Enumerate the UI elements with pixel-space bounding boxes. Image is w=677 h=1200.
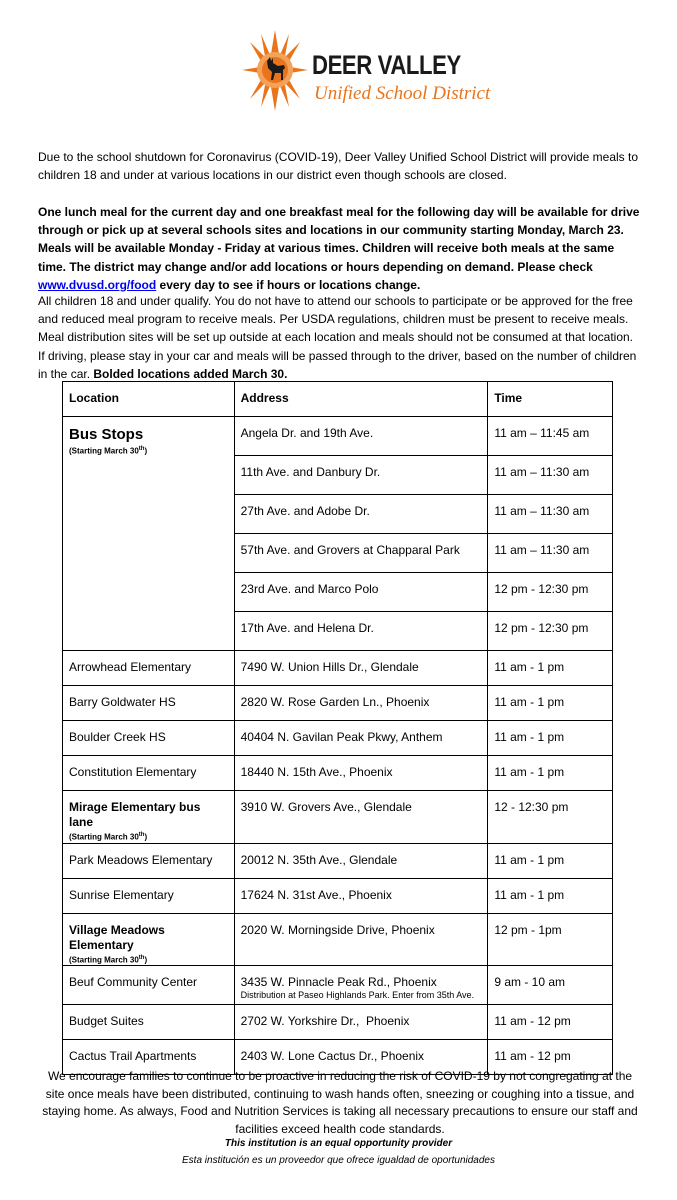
- time-cell: 11 am - 1 pm: [488, 878, 613, 913]
- table-row: [63, 756, 613, 791]
- time-cell: 11 am – 11:30 am: [488, 456, 613, 495]
- address-text: 3435 W. Pinnacle Peak Rd., Phoenix: [240, 975, 437, 990]
- location-cell: Beuf Community Center: [63, 966, 235, 1005]
- address-cell: 3910 W. Grovers Ave., Glendale: [234, 791, 488, 844]
- table-row: [63, 791, 613, 844]
- eligibility-text: All children 18 and under qualify. You do not have to attend our schools to participate or be approved for the free and reduced meal program to receive meals. Per USDA regulations, children must be present to receive meals. Meal distribution sites will be set up outside at each location and meals should not be consumed at that location. If driving, please stay in your car and meals will be passed through to the driver, based on the number of children in the car.: [38, 294, 637, 381]
- address-cell: 2403 W. Lone Cactus Dr., Phoenix: [234, 1040, 488, 1075]
- address-cell: 27th Ave. and Adobe Dr.: [234, 495, 488, 534]
- location-name: Mirage Elementary bus lane: [69, 800, 201, 829]
- time-cell: 12 pm - 1pm: [488, 913, 613, 966]
- address-cell: 18440 N. 15th Ave., Phoenix: [234, 756, 488, 791]
- time-cell: 11 am – 11:30 am: [488, 534, 613, 573]
- address-cell: 20012 N. 35th Ave., Glendale: [234, 843, 488, 878]
- time-cell: 11 am - 1 pm: [488, 756, 613, 791]
- time-cell: 12 - 12:30 pm: [488, 791, 613, 844]
- location-cell: [63, 913, 235, 966]
- table-row: [63, 966, 613, 1005]
- meal-locations-table: [62, 381, 613, 1075]
- location-name: Village Meadows Elementary: [69, 922, 165, 952]
- food-website-link[interactable]: www.dvusd.org/food: [38, 277, 157, 292]
- location-cell: Budget Suites: [63, 1005, 235, 1040]
- table-row: [63, 878, 613, 913]
- table-row: [63, 843, 613, 878]
- time-cell: 11 am - 12 pm: [488, 1040, 613, 1075]
- table-row: [63, 686, 613, 721]
- time-cell: 11 am - 1 pm: [488, 843, 613, 878]
- address-cell: 2820 W. Rose Garden Ln., Phoenix: [234, 686, 488, 721]
- closing-paragraph: We encourage families to continue to be proactive in reducing the risk of COVID-19 by not congregating at the site once meals have been distributed, continuing to wash hands often, sneezing or coughing into a tissue, and staying home. As always, Food and Nutrition Services is taking all necessary precautions to ensure our staff and facilities exceed health code standards.: [42, 1069, 638, 1136]
- time-cell: 11 am – 11:30 am: [488, 495, 613, 534]
- equal-opportunity-spanish: Esta institución es un proveedor que ofrece igualdad de oportunidades: [182, 1155, 495, 1166]
- address-cell: 23rd Ave. and Marco Polo: [234, 573, 488, 612]
- table-row: [63, 651, 613, 686]
- address-cell: 7490 W. Union Hills Dr., Glendale: [234, 651, 488, 686]
- district-name: DEER VALLEY: [312, 50, 461, 80]
- time-cell: 11 am - 12 pm: [488, 1005, 613, 1040]
- location-cell: Barry Goldwater HS: [63, 686, 235, 721]
- location-cell: Constitution Elementary: [63, 756, 235, 791]
- time-cell: 11 am - 1 pm: [488, 686, 613, 721]
- bus-stops-cell: [63, 417, 235, 651]
- time-cell: 11 am – 11:45 am: [488, 417, 613, 456]
- start-date-note: (Starting March 30th): [69, 954, 148, 965]
- address-cell: Angela Dr. and 19th Ave.: [234, 417, 488, 456]
- intro-paragraph: Due to the school shutdown for Coronavirus (COVID-19), Deer Valley Unified School District will provide meals to children 18 and under at various locations in our district even though schools are closed.: [38, 150, 639, 183]
- table-row: [63, 1005, 613, 1040]
- time-cell: 11 am - 1 pm: [488, 721, 613, 756]
- location-cell: Park Meadows Elementary: [63, 843, 235, 878]
- bus-stops-start-note: (Starting March 30th): [69, 446, 148, 456]
- meal-schedule-paragraph: [38, 203, 643, 294]
- table-row: [63, 913, 613, 966]
- time-cell: 12 pm - 12:30 pm: [488, 612, 613, 651]
- address-cell: 2020 W. Morningside Drive, Phoenix: [234, 913, 488, 966]
- address-column-header: Address: [234, 382, 488, 417]
- district-header: [0, 28, 677, 118]
- address-cell: 57th Ave. and Grovers at Chapparal Park: [234, 534, 488, 573]
- meal-schedule-text: One lunch meal for the current day and one breakfast meal for the following day will be available for drive through or pick up at several schools sites and locations in our community starting Monday, March 23. Meals will be available Monday - Friday at various times. Children will receive both meals at the same time. The district may change and/or add locations or hours depending on demand. Please check: [38, 205, 640, 274]
- bolded-locations-note: Bolded locations added March 30.: [93, 366, 288, 381]
- location-cell: Arrowhead Elementary: [63, 651, 235, 686]
- table-header-row: [63, 382, 613, 417]
- address-cell: 17624 N. 31st Ave., Phoenix: [234, 878, 488, 913]
- time-column-header: Time: [488, 382, 613, 417]
- table-row: [63, 721, 613, 756]
- address-cell: 17th Ave. and Helena Dr.: [234, 612, 488, 651]
- time-cell: 12 pm - 12:30 pm: [488, 573, 613, 612]
- time-cell: 11 am - 1 pm: [488, 651, 613, 686]
- location-cell: Sunrise Elementary: [63, 878, 235, 913]
- location-cell: Boulder Creek HS: [63, 721, 235, 756]
- district-subtitle: Unified School District: [314, 83, 491, 104]
- address-cell: 40404 N. Gavilan Peak Pkwy, Anthem: [234, 721, 488, 756]
- address-cell: 11th Ave. and Danbury Dr.: [234, 456, 488, 495]
- address-cell: [234, 966, 488, 1005]
- address-note: Distribution at Paseo Highlands Park. Enter from 35th Ave.: [240, 990, 475, 1001]
- eligibility-paragraph: [38, 292, 643, 383]
- location-column-header: Location: [63, 382, 235, 417]
- equal-opportunity-english: This institution is an equal opportunity provider: [224, 1138, 453, 1149]
- start-date-note: (Starting March 30th): [69, 832, 148, 842]
- bus-stops-title: Bus Stops: [69, 426, 144, 443]
- time-cell: 9 am - 10 am: [488, 966, 613, 1005]
- table-row: [63, 417, 613, 456]
- address-cell: 2702 W. Yorkshire Dr., Phoenix: [234, 1005, 488, 1040]
- meal-schedule-text-end: every day to see if hours or locations change.: [156, 277, 421, 292]
- location-cell: Cactus Trail Apartments: [63, 1040, 235, 1075]
- sun-deer-logo-icon: [240, 28, 310, 113]
- location-cell: [63, 791, 235, 844]
